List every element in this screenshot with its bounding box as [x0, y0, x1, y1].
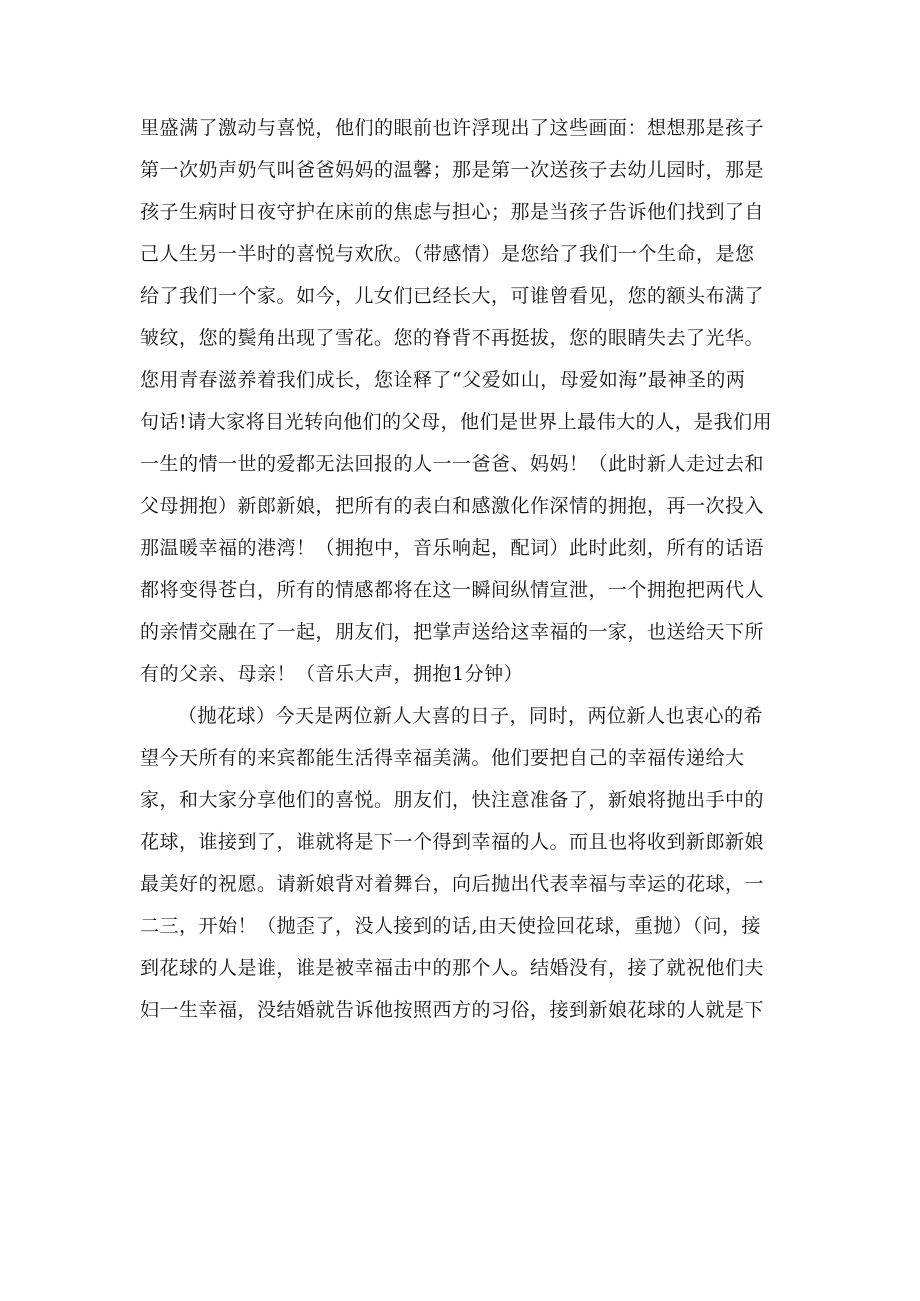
text-line: 您用青春滋养着我们成长，您诠释了“父爱如山，母爱如海”最神圣的两 [140, 369, 746, 391]
text-line: 望今天所有的来宾都能生活得幸福美满。他们要把自己的幸福传递给大 [140, 747, 745, 769]
text-line: 给了我们一个家。如今，儿女们已经长大，可谁曾看见，您的额头布满了 [140, 285, 765, 307]
text-line: 二三，开始！（抛歪了，没人接到的话,由天使捡回花球，重抛）（问，接 [140, 915, 762, 937]
paragraph-first-line: （抛花球）今天是两位新人大喜的日子，同时，两位新人也衷心的希 [178, 705, 764, 727]
text-line: 句话!请大家将目光转向他们的父母，他们是世界上最伟大的人，是我们用 [140, 411, 773, 433]
text-line: 的亲情交融在了一起，朋友们，把掌声送给这幸福的一家，也送给天下所 [140, 621, 765, 643]
text-line: 有的父亲、母亲！（音乐大声，拥抱1分钟） [140, 663, 524, 685]
text-line: 都将变得苍白，所有的情感都将在这一瞬间纵情宣泄，一个拥抱把两代人 [140, 579, 765, 601]
text-line: 里盛满了激动与喜悦，他们的眼前也许浮现出了这些画面：想想那是孩子 [140, 117, 765, 139]
text-line: 到花球的人是谁，谁是被幸福击中的那个人。结婚没有，接了就祝他们夫 [140, 957, 765, 979]
text-line: 孩子生病时日夜守护在床前的焦虑与担心；那是当孩子告诉他们找到了自 [140, 201, 765, 223]
text-line: 家，和大家分享他们的喜悦。朋友们，快注意准备了，新娘将抛出手中的 [140, 789, 765, 811]
text-line: 花球，谁接到了，谁就将是下一个得到幸福的人。而且也将收到新郎新娘 [140, 831, 765, 853]
text-line: 最美好的祝愿。请新娘背对着舞台，向后抛出代表幸福与幸运的花球，一 [140, 873, 765, 895]
text-line: 父母拥抱）新郎新娘，把所有的表白和感激化作深情的拥抱，再一次投入 [140, 495, 765, 517]
text-line: 己人生另一半时的喜悦与欢欣。（带感情）是您给了我们一个生命，是您 [140, 243, 755, 265]
text-line: 一生的情一世的爱都无法回报的人一一爸爸、妈妈！（此时新人走过去和 [140, 453, 765, 475]
text-line: 那温暖幸福的港湾！（拥抱中，音乐响起，配词）此时此刻，所有的话语 [140, 537, 765, 559]
text-line: 妇一生幸福，没结婚就告诉他按照西方的习俗，接到新娘花球的人就是下 [140, 999, 765, 1021]
text-line: 皱纹，您的鬓角出现了雪花。您的脊背不再挺拔，您的眼睛失去了光华。 [140, 327, 765, 349]
text-line: 第一次奶声奶气叫爸爸妈妈的温馨；那是第一次送孩子去幼儿园时，那是 [140, 159, 765, 181]
